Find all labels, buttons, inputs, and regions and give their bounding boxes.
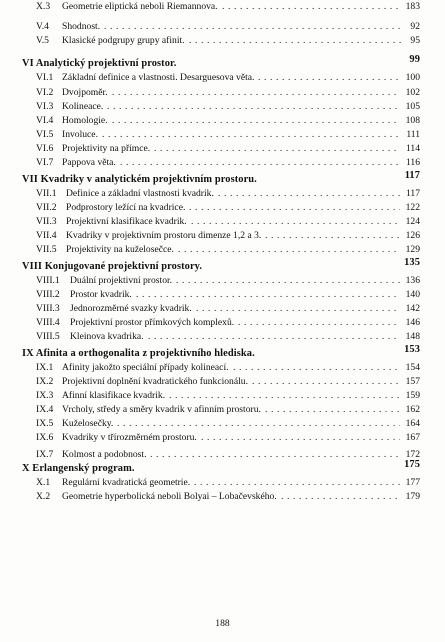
toc-entry[interactable] bbox=[0, 389, 445, 403]
dot-leader bbox=[265, 229, 400, 243]
page-reference: 183 bbox=[405, 1, 420, 12]
page-reference: 164 bbox=[405, 418, 420, 429]
toc-entry[interactable] bbox=[0, 448, 445, 462]
toc-entry[interactable] bbox=[0, 375, 445, 389]
page-reference: 129 bbox=[405, 244, 420, 255]
section-title: Shodnost. bbox=[62, 21, 101, 32]
toc-entry[interactable] bbox=[0, 201, 445, 215]
dot-leader bbox=[120, 156, 400, 170]
dot-leader bbox=[194, 476, 400, 490]
toc-entry[interactable] bbox=[0, 330, 445, 344]
dot-leader bbox=[201, 431, 400, 445]
section-title: Geometrie eliptická neboli Riemannova. bbox=[62, 1, 218, 12]
section-title: Projektivity na přímce. bbox=[62, 143, 151, 154]
page-reference: 126 bbox=[405, 230, 420, 241]
section-number: IX.5 bbox=[36, 418, 54, 429]
dot-leader bbox=[176, 274, 400, 288]
page-reference: 146 bbox=[405, 317, 420, 328]
section-number: IX.1 bbox=[36, 362, 54, 373]
section-number: VI.6 bbox=[36, 143, 54, 154]
toc-entry[interactable] bbox=[0, 86, 445, 100]
dot-leader bbox=[154, 142, 400, 156]
section-number: VIII.5 bbox=[36, 331, 60, 342]
section-number: IX.4 bbox=[36, 404, 54, 415]
toc-entry[interactable] bbox=[0, 274, 445, 288]
page-reference: 140 bbox=[405, 289, 420, 300]
dot-leader bbox=[136, 288, 400, 302]
section-title: Klasické podgrupy grupy afinit. bbox=[62, 35, 185, 46]
section-number: VI.3 bbox=[36, 101, 54, 112]
toc-entry[interactable] bbox=[0, 288, 445, 302]
section-title: Jednorozměrné svazky kvadrik. bbox=[70, 303, 192, 314]
section-title: Duální projektivní prostor. bbox=[70, 275, 173, 286]
page-reference: 105 bbox=[405, 101, 420, 112]
toc-chapter-heading[interactable] bbox=[0, 344, 445, 361]
dot-leader bbox=[238, 316, 400, 330]
section-number: VIII.4 bbox=[36, 317, 60, 328]
page-number: 188 bbox=[215, 618, 230, 629]
toc-chapter-heading[interactable] bbox=[0, 459, 445, 476]
toc-chapter-heading[interactable] bbox=[0, 257, 445, 274]
dot-leader bbox=[178, 243, 400, 257]
toc-entry[interactable] bbox=[0, 476, 445, 490]
section-title: Kolmost a podobnost. bbox=[62, 449, 147, 460]
page-reference: 154 bbox=[405, 362, 420, 373]
toc-entry[interactable] bbox=[0, 490, 445, 504]
page-reference: 95 bbox=[410, 35, 420, 46]
toc-entry[interactable] bbox=[0, 215, 445, 229]
toc-entry[interactable] bbox=[0, 243, 445, 257]
section-number: X.1 bbox=[36, 477, 51, 488]
chapter-title: X Erlangenský program. bbox=[22, 463, 135, 474]
section-title: Afinní klasifikace kvadrik. bbox=[62, 390, 166, 401]
dot-leader bbox=[222, 0, 400, 14]
dot-leader bbox=[107, 100, 400, 114]
toc-chapter-heading[interactable] bbox=[0, 170, 445, 187]
page-reference: 159 bbox=[405, 390, 420, 401]
section-number: VI.5 bbox=[36, 129, 54, 140]
section-number: VIII.2 bbox=[36, 289, 60, 300]
section-title: Projektivní klasifikace kvadrik. bbox=[66, 216, 187, 227]
dot-leader bbox=[265, 403, 400, 417]
section-title: Dvojpoměr. bbox=[62, 87, 108, 98]
dot-leader bbox=[104, 20, 404, 34]
dot-leader bbox=[112, 86, 400, 100]
section-title: Vrcholy, středy a směry kvadrik v afinním prostoru. bbox=[62, 404, 261, 415]
chapter-title: VII Kvadriky v analytickém projektivním prostoru. bbox=[22, 174, 257, 185]
chapter-title: IX Afinita a orthogonalita z projektivního hlediska. bbox=[22, 348, 255, 359]
page-reference: 100 bbox=[405, 72, 420, 83]
section-number: VI.1 bbox=[36, 72, 54, 83]
section-title: Podprostory ležící na kvadrice. bbox=[66, 202, 186, 213]
toc-entry[interactable] bbox=[0, 114, 445, 128]
page-reference: 92 bbox=[410, 21, 420, 32]
section-title: Kuželosečky. bbox=[62, 418, 114, 429]
page-reference: 117 bbox=[405, 188, 420, 199]
dot-leader bbox=[281, 490, 400, 504]
page-reference: 99 bbox=[409, 54, 420, 65]
page-reference: 102 bbox=[405, 87, 420, 98]
section-number: IX.6 bbox=[36, 432, 54, 443]
dot-leader bbox=[102, 128, 400, 142]
section-number: VI.2 bbox=[36, 87, 54, 98]
toc-entry[interactable] bbox=[0, 0, 445, 14]
page-reference: 179 bbox=[405, 491, 420, 502]
chapter-title: VI Analytický projektivní prostor. bbox=[22, 58, 177, 69]
section-title: Kvadriky v třírozměrném prostoru. bbox=[62, 432, 197, 443]
dot-leader bbox=[189, 34, 404, 48]
page-reference: 172 bbox=[405, 449, 420, 460]
dot-leader bbox=[150, 448, 400, 462]
dot-leader bbox=[252, 375, 400, 389]
dot-leader bbox=[112, 114, 400, 128]
dot-leader bbox=[258, 71, 400, 85]
toc-entry[interactable] bbox=[0, 316, 445, 330]
section-title: Pappova věta. bbox=[62, 157, 116, 168]
section-title: Základní definice a vlastnosti. Desarguesova věta. bbox=[62, 72, 255, 83]
section-title: Kolineace. bbox=[62, 101, 104, 112]
section-title: Kleinova kvadrika. bbox=[70, 331, 144, 342]
toc-entry[interactable] bbox=[0, 229, 445, 243]
toc-entry[interactable] bbox=[0, 128, 445, 142]
dot-leader bbox=[218, 187, 400, 201]
section-number: VIII.1 bbox=[36, 275, 60, 286]
dot-leader bbox=[196, 302, 400, 316]
dot-leader bbox=[233, 361, 400, 375]
toc-entry[interactable] bbox=[0, 187, 445, 201]
page-reference: 108 bbox=[405, 115, 420, 126]
section-title: Kvadriky v projektivním prostoru dimenze 1,2 a 3. bbox=[66, 230, 262, 241]
toc-entry[interactable] bbox=[0, 417, 445, 431]
page-reference: 116 bbox=[405, 157, 420, 168]
page-reference: 148 bbox=[405, 331, 420, 342]
page-reference: 162 bbox=[405, 404, 420, 415]
section-title: Projektivní prostor přímkových komplexů. bbox=[70, 317, 235, 328]
page-reference: 124 bbox=[405, 216, 420, 227]
toc-entry[interactable] bbox=[0, 142, 445, 156]
toc-entry[interactable] bbox=[0, 20, 445, 34]
section-number: VII.3 bbox=[36, 216, 57, 227]
section-number: V.5 bbox=[36, 35, 49, 46]
section-title: Geometrie hyperbolická neboli Bolyai – Lobačevského. bbox=[62, 491, 277, 502]
page-reference: 117 bbox=[404, 170, 420, 181]
toc-entry[interactable] bbox=[0, 431, 445, 445]
page-reference: 177 bbox=[405, 477, 420, 488]
toc-entry[interactable] bbox=[0, 403, 445, 417]
page-reference: 167 bbox=[405, 432, 420, 443]
dot-leader bbox=[169, 389, 400, 403]
page-reference: 135 bbox=[404, 257, 420, 268]
toc-entry[interactable] bbox=[0, 156, 445, 170]
section-title: Definice a základní vlastnosti kvadrik. bbox=[66, 188, 214, 199]
page-reference: 153 bbox=[404, 344, 420, 355]
page-reference: 122 bbox=[405, 202, 420, 213]
section-title: Involuce. bbox=[62, 129, 98, 140]
section-number: VII.2 bbox=[36, 202, 57, 213]
section-number: V.4 bbox=[36, 21, 49, 32]
toc-chapter-heading[interactable] bbox=[0, 54, 445, 71]
toc-entry[interactable] bbox=[0, 100, 445, 114]
section-number: VI.4 bbox=[36, 115, 54, 126]
section-number: VII.1 bbox=[36, 188, 57, 199]
section-title: Prostor kvadrik. bbox=[70, 289, 132, 300]
chapter-title: VIII Konjugované projektivní prostory. bbox=[22, 261, 203, 272]
dot-leader bbox=[189, 201, 400, 215]
section-number: X.3 bbox=[36, 1, 51, 12]
page-reference: 175 bbox=[404, 459, 420, 470]
page-reference: 136 bbox=[405, 275, 420, 286]
section-number: IX.3 bbox=[36, 390, 54, 401]
page-reference: 111 bbox=[406, 129, 420, 140]
section-title: Homologie. bbox=[62, 115, 108, 126]
page-reference: 114 bbox=[405, 143, 420, 154]
dot-leader bbox=[148, 330, 400, 344]
section-title: Regulární kvadratická geometrie. bbox=[62, 477, 191, 488]
section-number: IX.7 bbox=[36, 449, 54, 460]
toc-entry[interactable] bbox=[0, 361, 445, 375]
toc-entry[interactable] bbox=[0, 34, 445, 48]
page-reference: 157 bbox=[405, 376, 420, 387]
page-reference: 142 bbox=[405, 303, 420, 314]
section-number: VIII.3 bbox=[36, 303, 60, 314]
dot-leader bbox=[117, 417, 400, 431]
section-number: VII.4 bbox=[36, 230, 57, 241]
section-title: Projektivity na kuželosečce. bbox=[66, 244, 174, 255]
section-number: VII.5 bbox=[36, 244, 57, 255]
section-number: VI.7 bbox=[36, 157, 54, 168]
dot-leader bbox=[191, 215, 400, 229]
toc-entry[interactable] bbox=[0, 302, 445, 316]
section-title: Afinity jakožto speciální případy kolineací. bbox=[62, 362, 229, 373]
section-title: Projektivní doplnění kvadratického funkcionálu. bbox=[62, 376, 248, 387]
section-number: X.2 bbox=[36, 491, 51, 502]
section-number: IX.2 bbox=[36, 376, 54, 387]
toc-entry[interactable] bbox=[0, 71, 445, 85]
